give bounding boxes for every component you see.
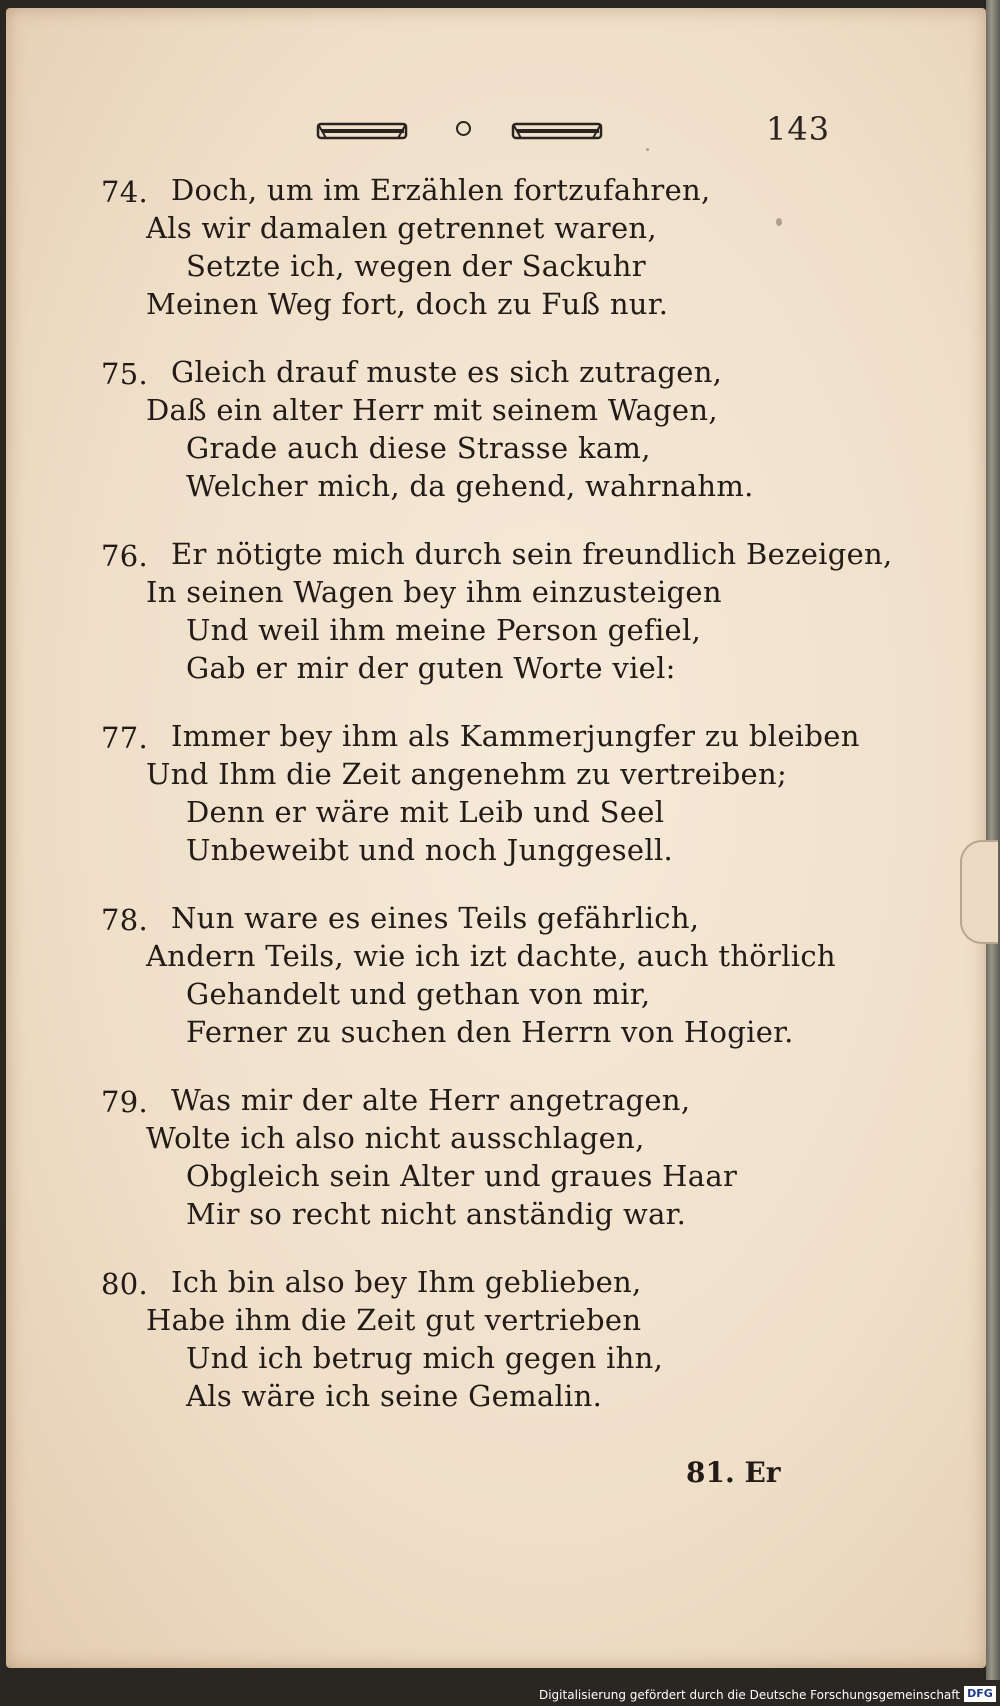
funding-credit: Digitalisierung gefördert durch die Deutsche Forschungsgemeinschaft xyxy=(538,1688,960,1702)
verse-line: Unbeweibt und noch Junggesell. xyxy=(186,833,674,867)
stanza xyxy=(101,901,861,1083)
verse-line: Ferner zu suchen den Herrn von Hogier. xyxy=(186,1015,794,1049)
stanza xyxy=(101,719,861,901)
verse-line: Meinen Weg fort, doch zu Fuß nur. xyxy=(146,287,669,321)
verse-line: Was mir der alte Herr angetragen, xyxy=(171,1083,691,1117)
ink-spot xyxy=(776,218,782,226)
stanza-number: 75. xyxy=(101,357,149,391)
verse-line: Andern Teils, wie ich izt dachte, auch thörlich xyxy=(146,939,836,973)
stanza-number: 77. xyxy=(101,721,149,755)
verse-line: Ich bin also bey Ihm geblieben, xyxy=(171,1265,642,1299)
stanza-number: 74. xyxy=(101,175,149,209)
catchword: 81. Er xyxy=(686,1456,781,1489)
verse-line: Grade auch diese Strasse kam, xyxy=(186,431,651,465)
left-ornament-icon xyxy=(316,120,410,142)
page-edge-tab xyxy=(960,840,998,944)
verse-line: Habe ihm die Zeit gut vertrieben xyxy=(146,1303,642,1337)
stanza-number: 79. xyxy=(101,1085,149,1119)
verse-line: Wolte ich also nicht ausschlagen, xyxy=(146,1121,645,1155)
book-page xyxy=(6,8,986,1668)
verse-line: Gehandelt und gethan von mir, xyxy=(186,977,651,1011)
verse-line: Setzte ich, wegen der Sackuhr xyxy=(186,249,646,283)
stanza-number: 78. xyxy=(101,903,149,937)
verse-line: Gleich drauf muste es sich zutragen, xyxy=(171,355,723,389)
stanza xyxy=(101,1083,861,1265)
footer-bar xyxy=(0,1680,1000,1706)
stanza xyxy=(101,173,861,355)
verse-line: Er nötigte mich durch sein freundlich Bezeigen, xyxy=(171,537,893,571)
stanza xyxy=(101,1265,861,1447)
verse-line: Immer bey ihm als Kammerjungfer zu bleiben xyxy=(171,719,860,753)
verse-line: Als wir damalen getrennet waren, xyxy=(146,211,657,245)
stanza-number: 76. xyxy=(101,539,149,573)
page-number: 143 xyxy=(766,110,831,148)
verse-line: Und Ihm die Zeit angenehm zu vertreiben; xyxy=(146,757,788,791)
page-header xyxy=(306,104,831,154)
verse-line: In seinen Wagen bey ihm einzusteigen xyxy=(146,575,722,609)
verse-line: Mir so recht nicht anständig war. xyxy=(186,1197,687,1231)
center-dot-ornament-icon xyxy=(456,121,471,136)
poem-stanzas xyxy=(101,173,893,1447)
verse-line: Und weil ihm meine Person gefiel, xyxy=(186,613,702,647)
verse-line: Welcher mich, da gehend, wahrnahm. xyxy=(186,469,754,503)
dfg-logo: DFG xyxy=(964,1686,996,1702)
verse-line: Gab er mir der guten Worte viel: xyxy=(186,651,676,685)
verse-line: Doch, um im Erzählen fortzufahren, xyxy=(171,173,711,207)
right-ornament-icon xyxy=(511,120,605,142)
verse-line: Denn er wäre mit Leib und Seel xyxy=(186,795,665,829)
ink-spot xyxy=(646,148,649,151)
verse-line: Als wäre ich seine Gemalin. xyxy=(186,1379,603,1413)
verse-line: Daß ein alter Herr mit seinem Wagen, xyxy=(146,393,718,427)
verse-line: Nun ware es eines Teils gefährlich, xyxy=(171,901,700,935)
verse-line: Obgleich sein Alter und graues Haar xyxy=(186,1159,738,1193)
verse-line: Und ich betrug mich gegen ihn, xyxy=(186,1341,664,1375)
stanza-number: 80. xyxy=(101,1267,149,1301)
stanza xyxy=(101,537,893,719)
stanza xyxy=(101,355,861,537)
